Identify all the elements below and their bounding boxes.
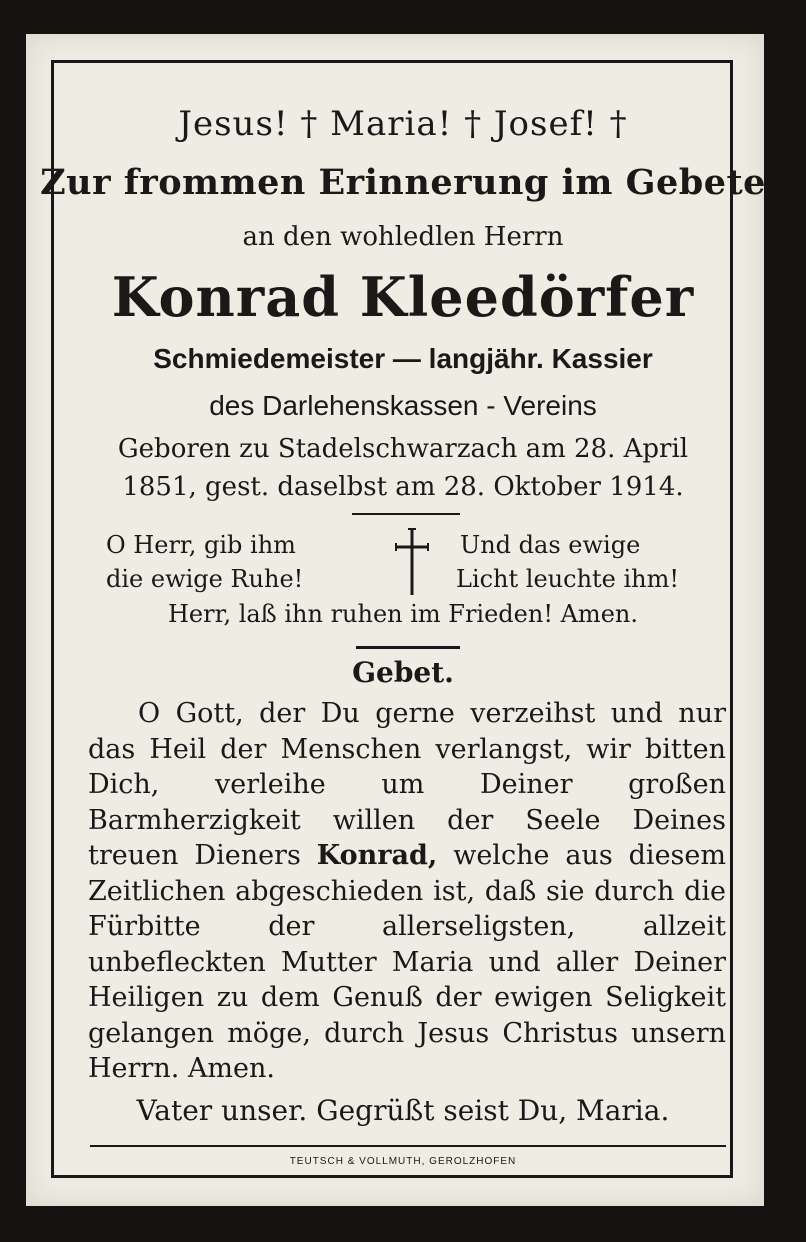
birth-death-line-1: Geboren zu Stadelschwarzach am 28. April	[117, 434, 689, 464]
divider-top	[352, 513, 460, 515]
short-prayer-left-1: O Herr, gib ihm	[106, 531, 296, 559]
divider-middle	[356, 646, 460, 649]
short-prayer-line-3: Herr, laß ihn ruhen im Frieden! Amen.	[168, 600, 638, 628]
card-title: Zur frommen Erinnerung im Gebete	[40, 162, 766, 203]
short-prayer-right-1: Und das ewige	[460, 531, 641, 559]
occupation-line-1: Schmiedemeister — langjähr. Kassier	[153, 343, 653, 374]
deceased-name: Konrad Kleedörfer	[111, 265, 695, 329]
printer-imprint: TEUTSCH & VOLLMUTH, GEROLZHOFEN	[289, 1156, 517, 1167]
birth-death-line-2: 1851, gest. daselbst am 28. Oktober 1914.	[122, 472, 684, 502]
prayer-text-after-name: welche aus diesem Zeitlichen abgeschieden ist, daß sie durch die Fürbitte der allerseligsten, allzeit unbefleckten Mutter Maria und aller Deiner Heiligen zu dem Genuß der ewigen Seligkeit gelangen möge, durch Jesus Christus unsern Herrn. Amen.	[88, 840, 726, 1084]
short-prayer-left-2: die ewige Ruhe!	[106, 565, 304, 593]
occupation-line-2: des Darlehenskassen - Vereins	[209, 390, 597, 421]
divider-bottom	[90, 1145, 726, 1147]
short-prayer-right-2: Licht leuchte ihm!	[456, 565, 680, 593]
addressee-intro: an den wohledlen Herrn	[242, 222, 564, 252]
prayer-text-before-name: O Gott, der Du gerne verzeihst und nur das Heil der Menschen verlangst, wir bitten Dich, verleihe um Deiner großen Barmherzigkeit willen der Seele Deines treuen Dieners	[88, 698, 726, 871]
prayer-heading: Gebet.	[352, 656, 454, 689]
closing-line: Vater unser. Gegrüßt seist Du, Maria.	[136, 1094, 670, 1127]
prayer-body	[88, 696, 726, 1087]
cross-icon	[394, 527, 430, 597]
invocation-line: Jesus! † Maria! † Josef! †	[178, 104, 628, 144]
prayer-name-emphasis: Konrad,	[316, 840, 438, 871]
